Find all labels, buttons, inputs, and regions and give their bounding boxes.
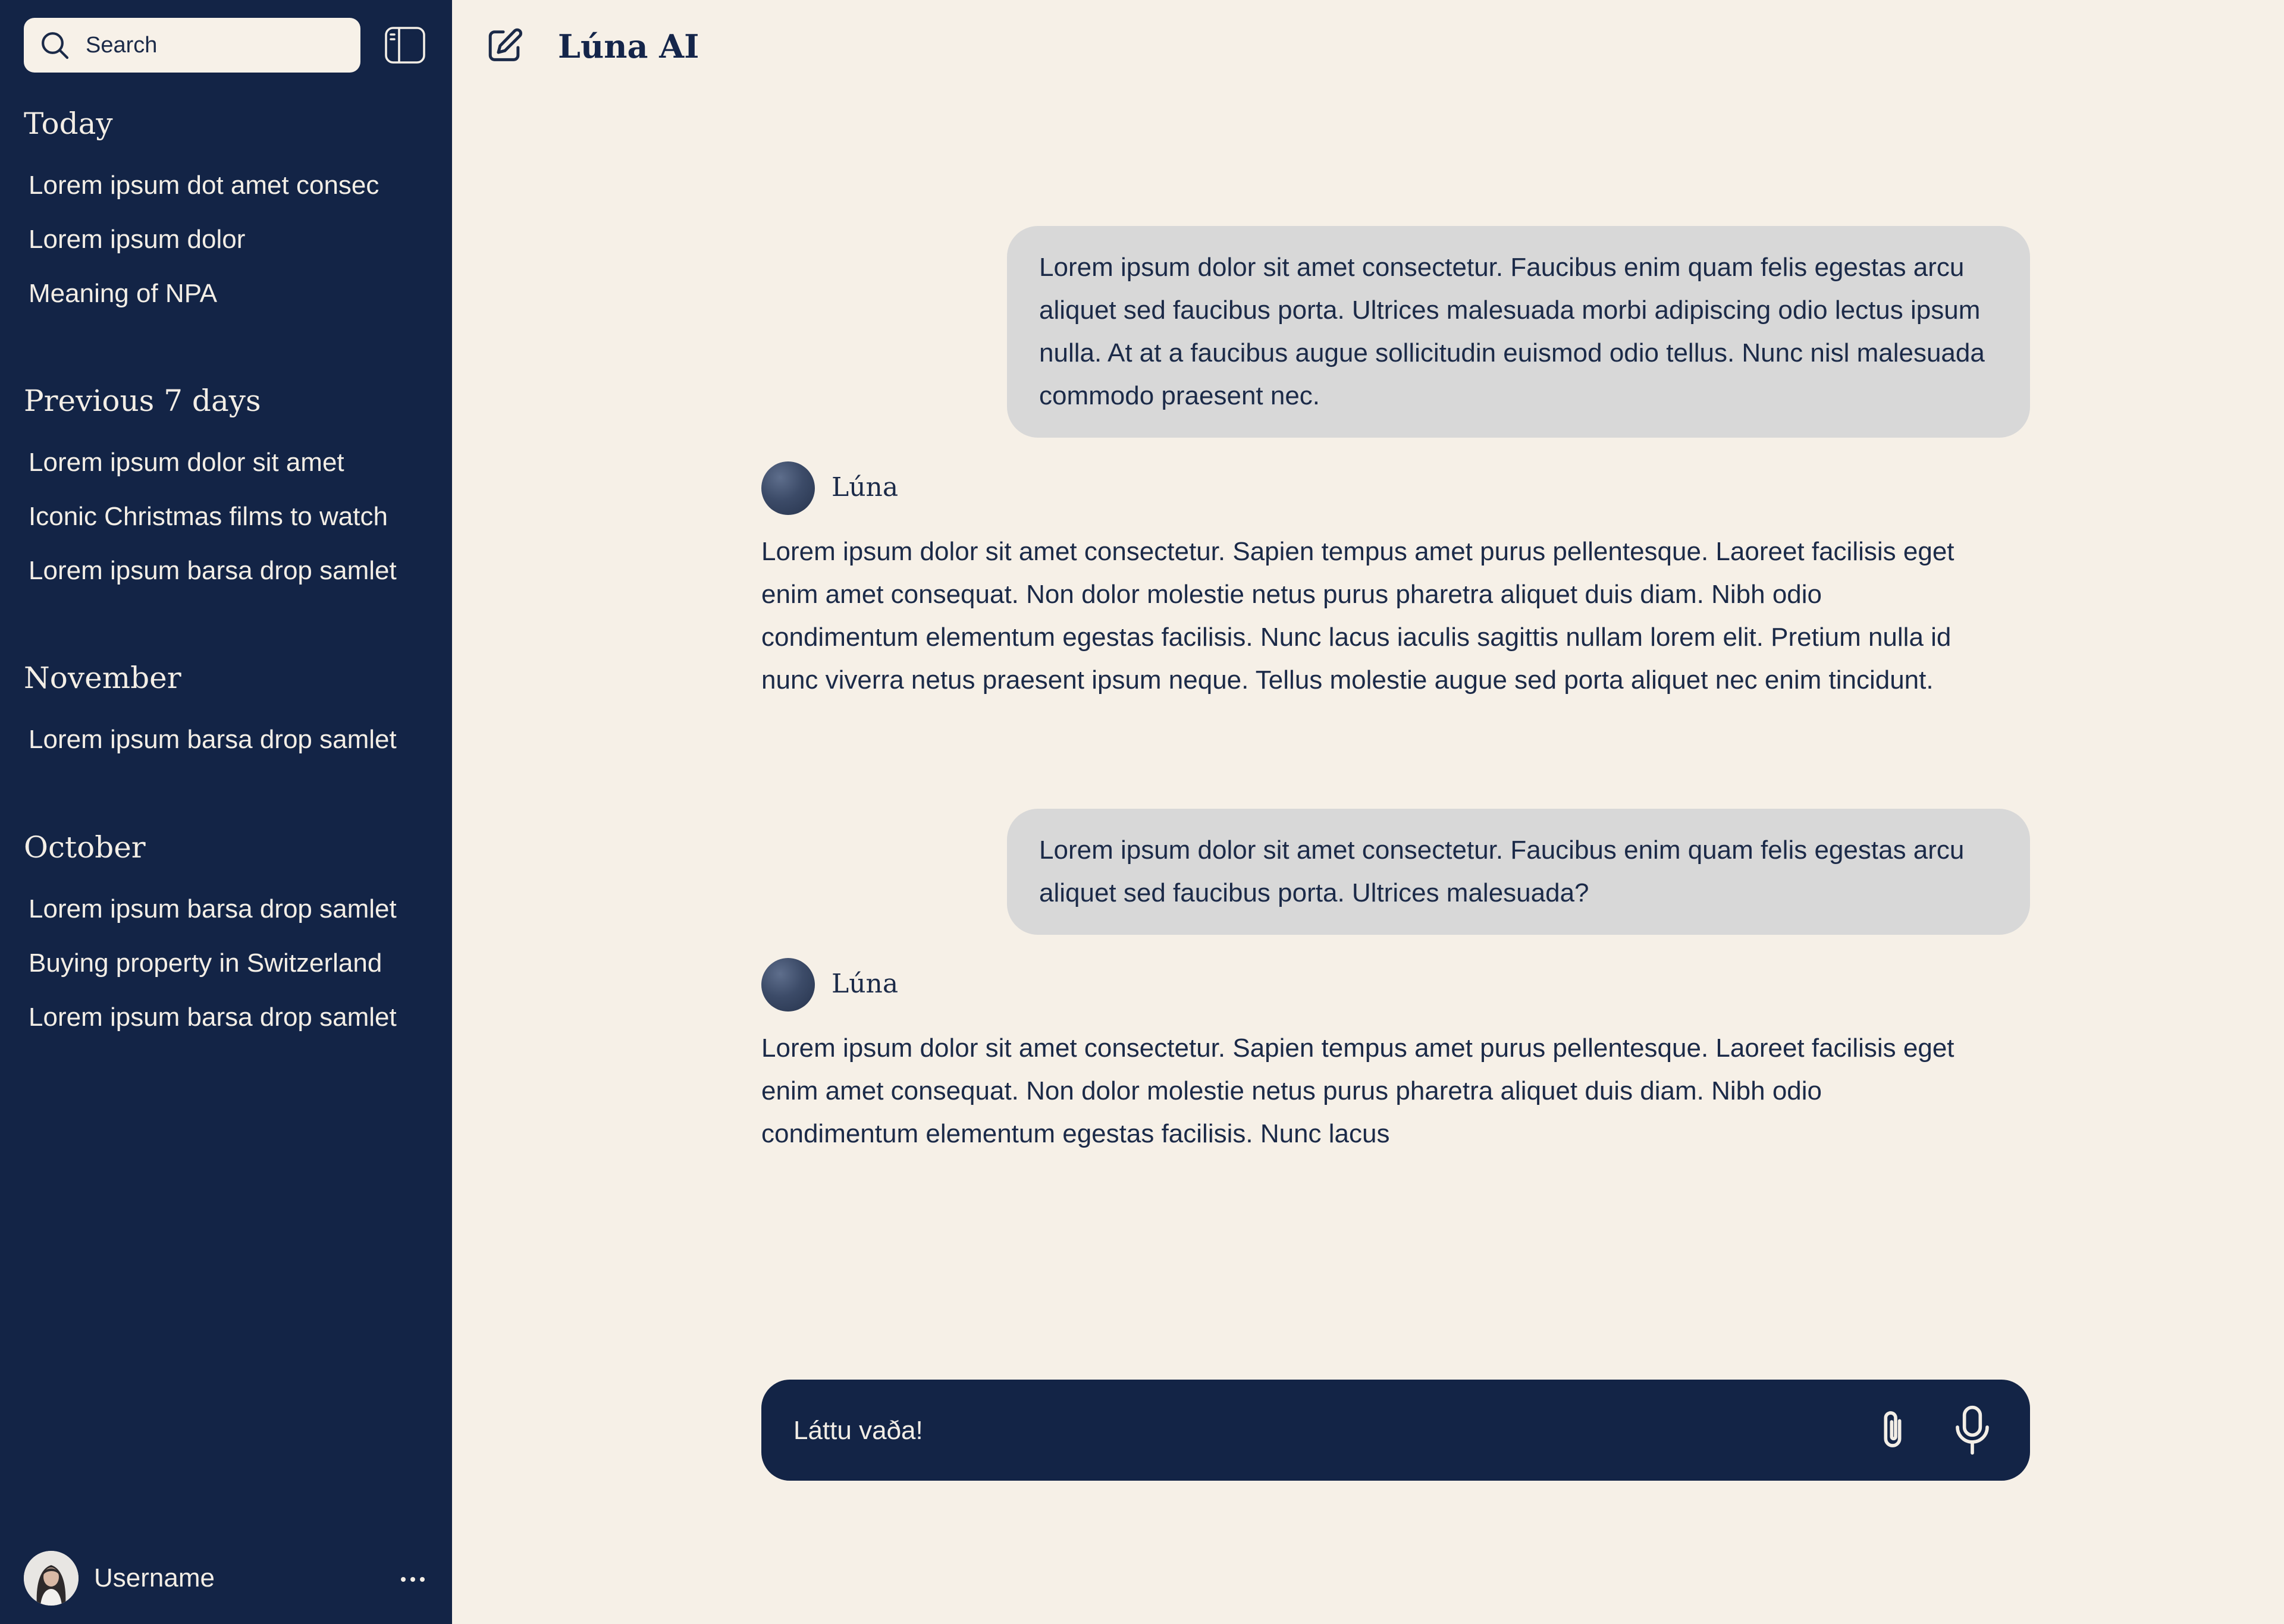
- bot-message-header: [761, 461, 1118, 516]
- search-icon: [38, 29, 71, 62]
- user-avatar-icon: [24, 1551, 79, 1606]
- history-item[interactable]: Lorem ipsum barsa drop samlet: [29, 725, 397, 754]
- username: Username: [94, 1563, 215, 1592]
- history-item[interactable]: Lorem ipsum dolor: [29, 225, 246, 254]
- search-box[interactable]: [24, 18, 360, 73]
- history-item[interactable]: Lorem ipsum barsa drop samlet: [29, 894, 397, 923]
- user-message-bubble: Lorem ipsum dolor sit amet consectetur. Faucibus enim quam felis egestas arcu aliquet sed faucibus porta. Ultrices malesuada morbi adipiscing odio lectus ipsum nulla. At at a faucibus augue sollicitudin euismod odio tellus. Nunc nisl malesuada commodo praesent nec.: [1007, 226, 2030, 438]
- history-item[interactable]: Meaning of NPA: [29, 279, 218, 308]
- search-input[interactable]: [86, 26, 347, 64]
- sidebar-toggle-icon[interactable]: [384, 26, 426, 64]
- history-item[interactable]: Iconic Christmas films to watch: [29, 502, 388, 531]
- bot-message-text: Lorem ipsum dolor sit amet consectetur. Sapien tempus amet purus pellentesque. Laoreet facilisis eget enim amet consequat. Non dolor molestie netus purus pharetra aliquet duis diam. Nibh odio condimentum elementum egestas facilisis. Nunc lacus: [761, 1034, 1954, 1148]
- bot-message-header: [761, 958, 1118, 1013]
- microphone-icon[interactable]: [1949, 1403, 1996, 1457]
- chat-main: [452, 0, 2284, 1624]
- history-item[interactable]: Lorem ipsum barsa drop samlet: [29, 1003, 397, 1032]
- bot-name: Lúna: [832, 969, 899, 999]
- bot-avatar: [761, 461, 815, 515]
- edit-icon[interactable]: [484, 25, 526, 67]
- user-message-bubble: Lorem ipsum dolor sit amet consectetur. Faucibus enim quam felis egestas arcu aliquet sed faucibus porta. Ultrices malesuada?: [1007, 809, 2030, 935]
- message-input[interactable]: [793, 1411, 1805, 1451]
- more-horizontal-icon[interactable]: [397, 1565, 428, 1594]
- paperclip-icon[interactable]: [1869, 1406, 1916, 1456]
- section-title-today: Today: [24, 106, 113, 141]
- bot-avatar: [761, 958, 815, 1012]
- history-item[interactable]: Buying property in Switzerland: [29, 948, 382, 978]
- user-profile-row[interactable]: [24, 1551, 428, 1608]
- history-item[interactable]: Lorem ipsum dolor sit amet: [29, 448, 344, 477]
- history-item[interactable]: Lorem ipsum dot amet consec: [29, 171, 379, 200]
- history-item[interactable]: Lorem ipsum barsa drop samlet: [29, 556, 397, 585]
- section-title-previous-7-days: Previous 7 days: [24, 384, 261, 418]
- sidebar: [0, 0, 452, 1624]
- bot-name: Lúna: [832, 472, 899, 502]
- section-title-october: October: [24, 830, 146, 865]
- section-title-november: November: [24, 661, 181, 695]
- bot-message-text: Lorem ipsum dolor sit amet consectetur. Sapien tempus amet purus pellentesque. Laoreet facilisis eget enim amet consequat. Non dolor molestie netus purus pharetra aliquet duis diam. Nibh odio condimentum elementum egestas facilisis. Nunc lacus iaculis sagittis nullam lorem elit. Pretium nulla id nunc viverra netus praesent ipsum neque. Tellus molestie augue sed porta aliquet nec enim tincidunt.: [761, 537, 1954, 695]
- message-composer: [761, 1380, 2030, 1481]
- avatar[interactable]: [24, 1551, 79, 1606]
- page-title: Lúna AI: [558, 27, 699, 65]
